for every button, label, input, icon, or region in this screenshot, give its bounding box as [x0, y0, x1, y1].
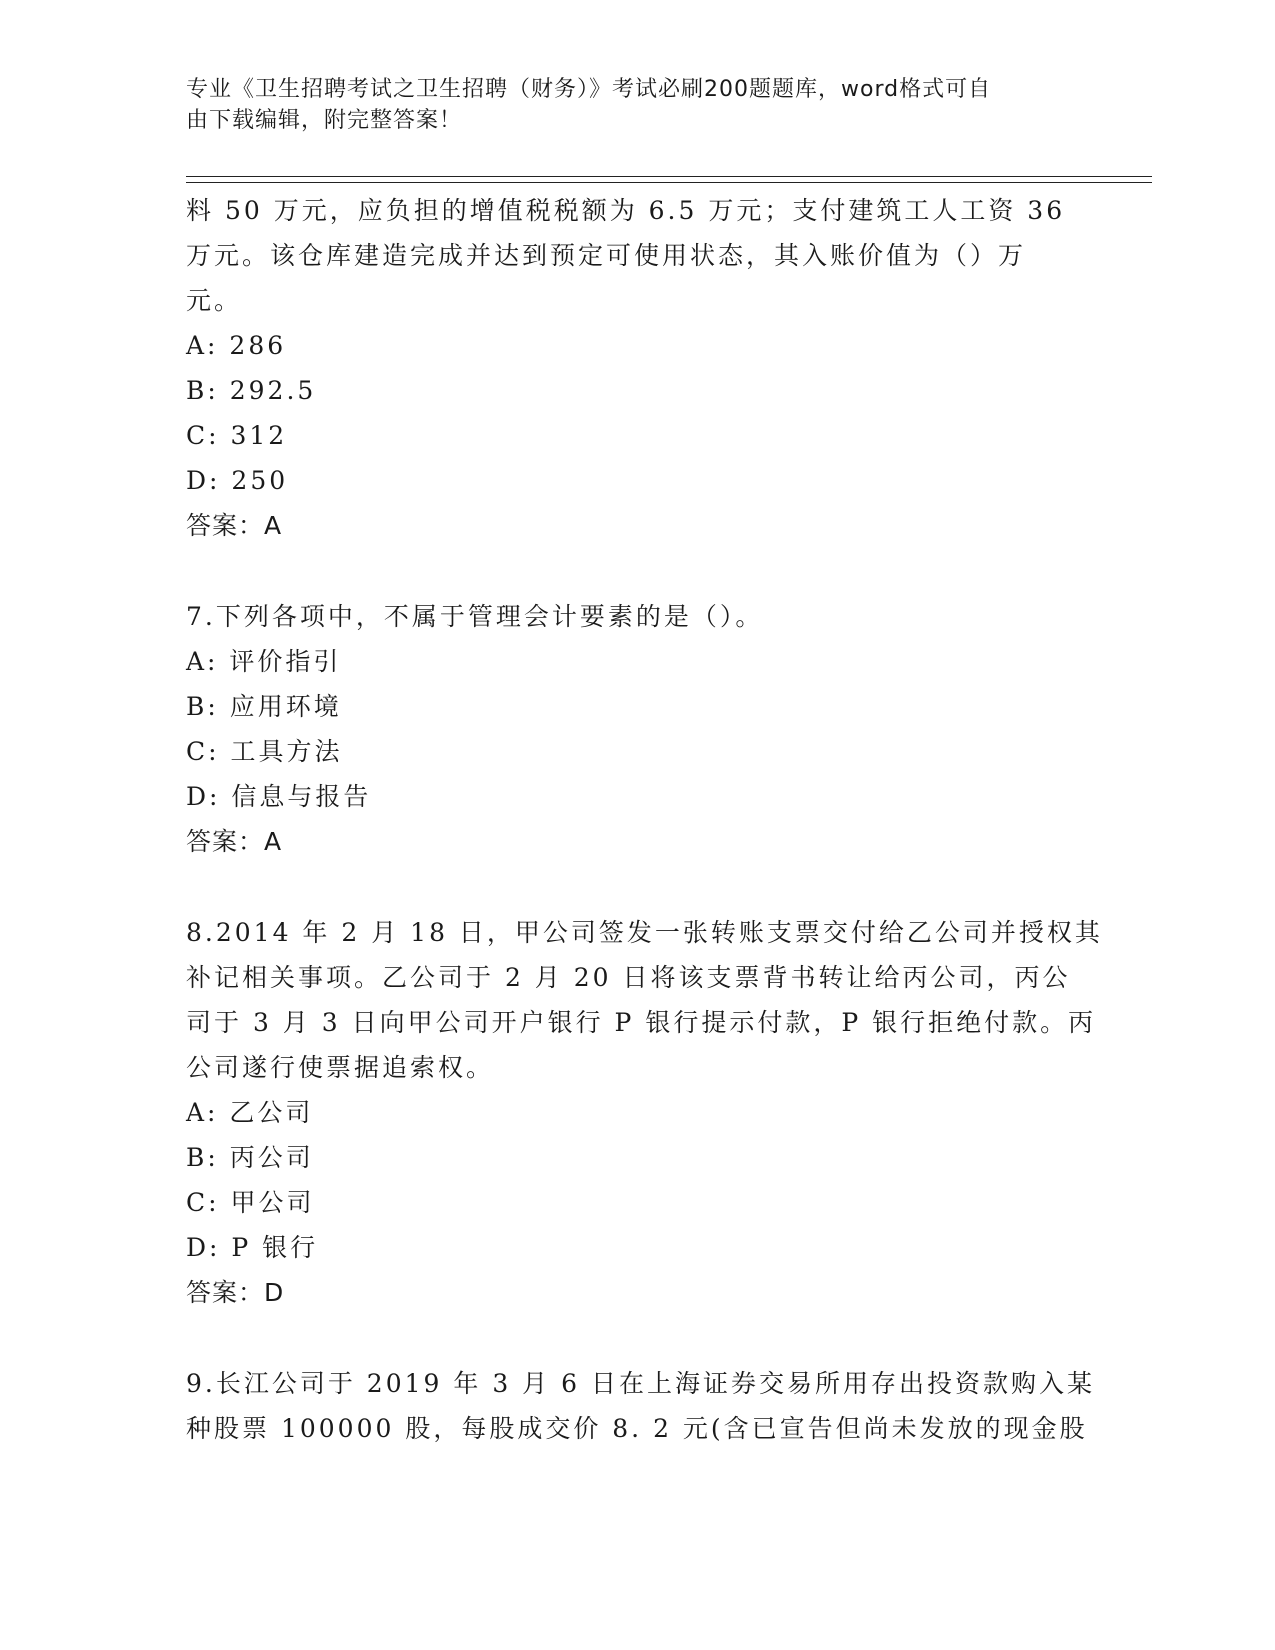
header-line-1: 专业《卫生招聘考试之卫生招聘（财务）》考试必刷200题题库，word格式可自 — [186, 77, 992, 102]
option-a: A: 乙公司 — [186, 1098, 314, 1127]
document-header — [186, 74, 1086, 136]
document-body — [186, 188, 1103, 1451]
question-text-line: 料 50 万元，应负担的增值税税额为 6.5 万元；支付建筑工人工资 36 — [186, 196, 1066, 225]
option-c: C: 甲公司 — [186, 1188, 315, 1217]
spacer — [186, 1315, 1086, 1361]
question-6 — [186, 188, 1086, 548]
question-text-line: 万元。该仓库建造完成并达到预定可使用状态，其入账价值为（）万 — [186, 241, 1027, 270]
option-a: A: 评价指引 — [186, 647, 342, 676]
spacer — [186, 864, 1086, 910]
option-d: D: P 银行 — [186, 1233, 319, 1262]
question-text-line: 种股票 100000 股，每股成交价 8. 2 元(含已宣告但尚未发放的现金股 — [186, 1414, 1088, 1443]
header-divider-top — [186, 176, 1152, 177]
spacer — [186, 548, 1086, 594]
option-c: C: 312 — [186, 421, 288, 450]
option-a: A: 286 — [186, 331, 287, 360]
option-d: D: 信息与报告 — [186, 782, 372, 811]
question-text-line: 元。 — [186, 286, 243, 315]
question-text-line: 公司遂行使票据追索权。 — [186, 1053, 495, 1082]
header-line-2: 由下载编辑，附完整答案！ — [186, 108, 463, 133]
option-d: D: 250 — [186, 466, 289, 495]
option-b: B: 应用环境 — [186, 692, 342, 721]
answer: 答案：A — [186, 827, 283, 856]
option-c: C: 工具方法 — [186, 737, 343, 766]
header-divider-bottom — [186, 182, 1152, 183]
question-text-line: 司于 3 月 3 日向甲公司开户银行 P 银行提示付款，P 银行拒绝付款。丙 — [186, 1008, 1097, 1037]
question-text-line: 补记相关事项。乙公司于 2 月 20 日将该支票背书转让给丙公司，丙公 — [186, 963, 1071, 992]
answer: 答案：A — [186, 511, 283, 540]
answer: 答案：D — [186, 1278, 285, 1307]
question-8 — [186, 910, 1103, 1315]
option-b: B: 丙公司 — [186, 1143, 314, 1172]
question-text-line: 7.下列各项中，不属于管理会计要素的是（）。 — [186, 602, 764, 631]
question-7 — [186, 594, 1086, 864]
question-text-line: 8.2014 年 2 月 18 日，甲公司签发一张转账支票交付给乙公司并授权其 — [186, 918, 1103, 947]
question-9 — [186, 1361, 1095, 1451]
option-b: B: 292.5 — [186, 376, 317, 405]
question-text-line: 9.长江公司于 2019 年 3 月 6 日在上海证券交易所用存出投资款购入某 — [186, 1369, 1095, 1398]
